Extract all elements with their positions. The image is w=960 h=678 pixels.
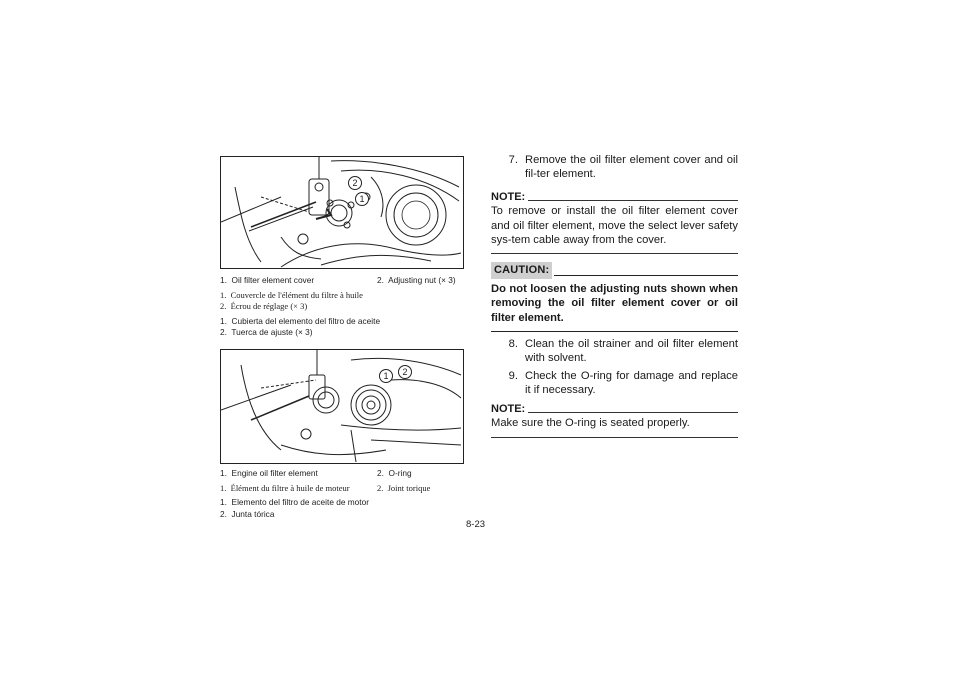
step-text: Remove the oil filter element cover and oil fil-ter element. [525,154,738,181]
caption-fr [220,290,465,313]
figure-oil-filter-cover [220,156,464,269]
caption-fr-row [220,483,465,495]
rule [554,275,738,276]
engine-illustration-2 [221,350,463,463]
caption-num: 2. [220,301,227,311]
instructions-column [491,153,738,438]
caption-en-row [220,275,465,287]
step-number: 7. [508,154,518,166]
caption-num: 1. [220,315,227,326]
caption-es [220,497,465,520]
caption-text: O-ring [388,468,412,478]
step-7 [491,153,738,182]
callout-2: 2 [352,178,358,188]
caption-num: 1. [220,289,227,300]
caption-num: 2. [377,482,384,493]
note-text: Make sure the O-ring is seated properly. [491,417,690,430]
engine-illustration-1 [221,157,463,268]
caption-num: 2. [220,327,227,337]
rule [491,253,738,254]
caption-text: Tuerca de ajuste (× 3) [231,327,313,337]
note-label: NOTE: [491,190,526,203]
caution-label: CAUTION: [491,262,552,278]
caption-text: Junta tórica [231,508,275,519]
step-9 [491,369,738,398]
step-text: Check the O-ring for damage and replace it if necessary. [525,369,738,397]
caption-num: 2. [377,468,384,478]
caption-num: 1. [220,468,227,478]
caption-num: 2. [220,508,227,519]
caption-text: Elemento del filtro de aceite de motor [231,497,369,507]
rule [528,200,738,201]
caption-en-row [220,468,465,480]
caption-text: Couvercle de l'élément du filtre à huile [230,289,363,300]
caution-text: Do not loosen the adjusting nuts shown when removing the oil filter element cover or oil filter element. [491,282,738,324]
step-text: Clean the oil strainer and oil filter element with solvent. [525,338,738,365]
caption-text: Écrou de réglage (× 3) [230,301,308,311]
caption-text: Élément du filtre à huile de moteur [230,482,350,493]
caption-text: Cubierta del elemento del filtro de aceite [231,315,381,326]
step-number: 9. [508,369,518,382]
step-8 [491,337,738,366]
note-text: To remove or install the oil filter element cover and oil filter element, move the select lever safety sys-tem cable away from the cover. [491,205,738,247]
note-heading [491,402,738,416]
caption-num: 2. [377,275,384,285]
callout-2: 2 [402,367,408,377]
note-heading [491,190,738,204]
caption-text: Engine oil filter element [231,468,318,478]
callout-1: 1 [383,371,389,381]
page-number: 8-23 [466,519,486,530]
caution-heading [491,262,738,278]
rule [491,437,738,438]
caption-num: 1. [220,482,227,493]
figure1-caption [220,275,465,339]
figure2-caption [220,468,465,520]
rule [528,412,738,413]
caption-text: Joint torique [387,482,431,493]
caption-text: Adjusting nut (× 3) [388,275,456,285]
caption-text: Oil filter element cover [231,275,315,285]
note-label: NOTE: [491,402,526,415]
caption-num: 1. [220,275,227,285]
step-number: 8. [508,338,518,351]
callout-1: 1 [359,194,365,204]
figure-oil-filter-element [220,349,464,464]
caption-num: 1. [220,497,227,507]
caption-es [220,316,465,339]
